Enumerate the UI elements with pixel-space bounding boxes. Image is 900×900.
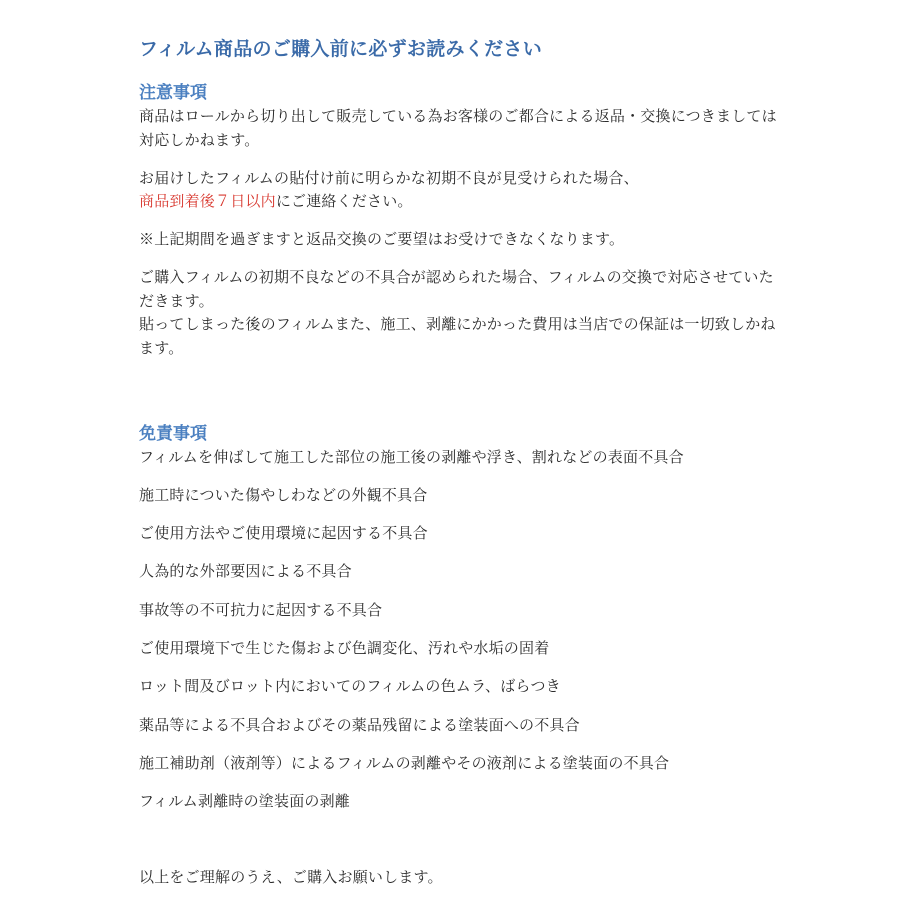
disclaimer-item: 薬品等による不具合およびその薬品残留による塗装面への不具合 <box>139 715 580 734</box>
disclaimer-item: 事故等の不可抗力に起因する不具合 <box>139 600 383 619</box>
notice-section <box>139 81 779 360</box>
document <box>139 36 779 890</box>
disclaimer-section <box>139 422 779 814</box>
section-spacer <box>139 375 779 422</box>
disclaimer-item: 施工補助剤（液剤等）によるフィルムの剥離やその液剤による塗装面の不具合 <box>139 753 670 772</box>
disclaimer-item: 人為的な外部要因による不具合 <box>139 562 352 581</box>
notice-contact-text: にご連絡ください。 <box>275 192 413 210</box>
disclaimer-item: ロット間及びロット内においてのフィルムの色ムラ、ばらつき <box>139 677 561 696</box>
disclaimer-item: ご使用方法やご使用環境に起因する不具合 <box>139 524 428 543</box>
notice-paragraph-returns: 商品はロールから切り出して販売している為お客様のご都合による返品・交換につきましては対応しかねます。 <box>139 107 777 149</box>
notice-deadline-highlight: 商品到着後７日以内 <box>139 192 276 210</box>
disclaimer-item: フィルムを伸ばして施工した部位の施工後の剥離や浮き、割れなどの表面不具合 <box>139 447 684 466</box>
closing-spacer <box>139 828 779 866</box>
page-title: フィルム商品のご購入前に必ずお読みください <box>139 38 543 60</box>
notice-paragraph-warranty: 貼ってしまった後のフィルムまた、施工、剥離にかかった費用は当店での保証は一切致しかねます。 <box>139 315 776 357</box>
disclaimer-item: フィルム剥離時の塗装面の剥離 <box>139 792 351 811</box>
closing-message: 以上をご理解のうえ、ご購入お願いします。 <box>139 868 443 887</box>
notice-defects-line: お届けしたフィルムの貼付け前に明らかな初期不良が見受けられた場合、 <box>139 168 639 187</box>
notice-paragraph-exchange: ご購入フィルムの初期不良などの不具合が認められた場合、フィルムの交換で対応させていただきます。 <box>139 268 774 310</box>
disclaimer-heading: 免責事項 <box>139 423 207 444</box>
disclaimer-list <box>139 446 779 814</box>
notice-heading: 注意事項 <box>139 83 207 103</box>
disclaimer-item: 施工時についた傷やしわなどの外観不具合 <box>139 485 428 504</box>
notice-paragraph-defects <box>139 167 779 214</box>
notice-paragraph-period: ※上記期間を過ぎますと返品交換のご要望はお受けできなくなります。 <box>139 230 625 248</box>
disclaimer-item: ご使用環境下で生じた傷および色調変化、汚れや水垢の固着 <box>139 638 550 657</box>
